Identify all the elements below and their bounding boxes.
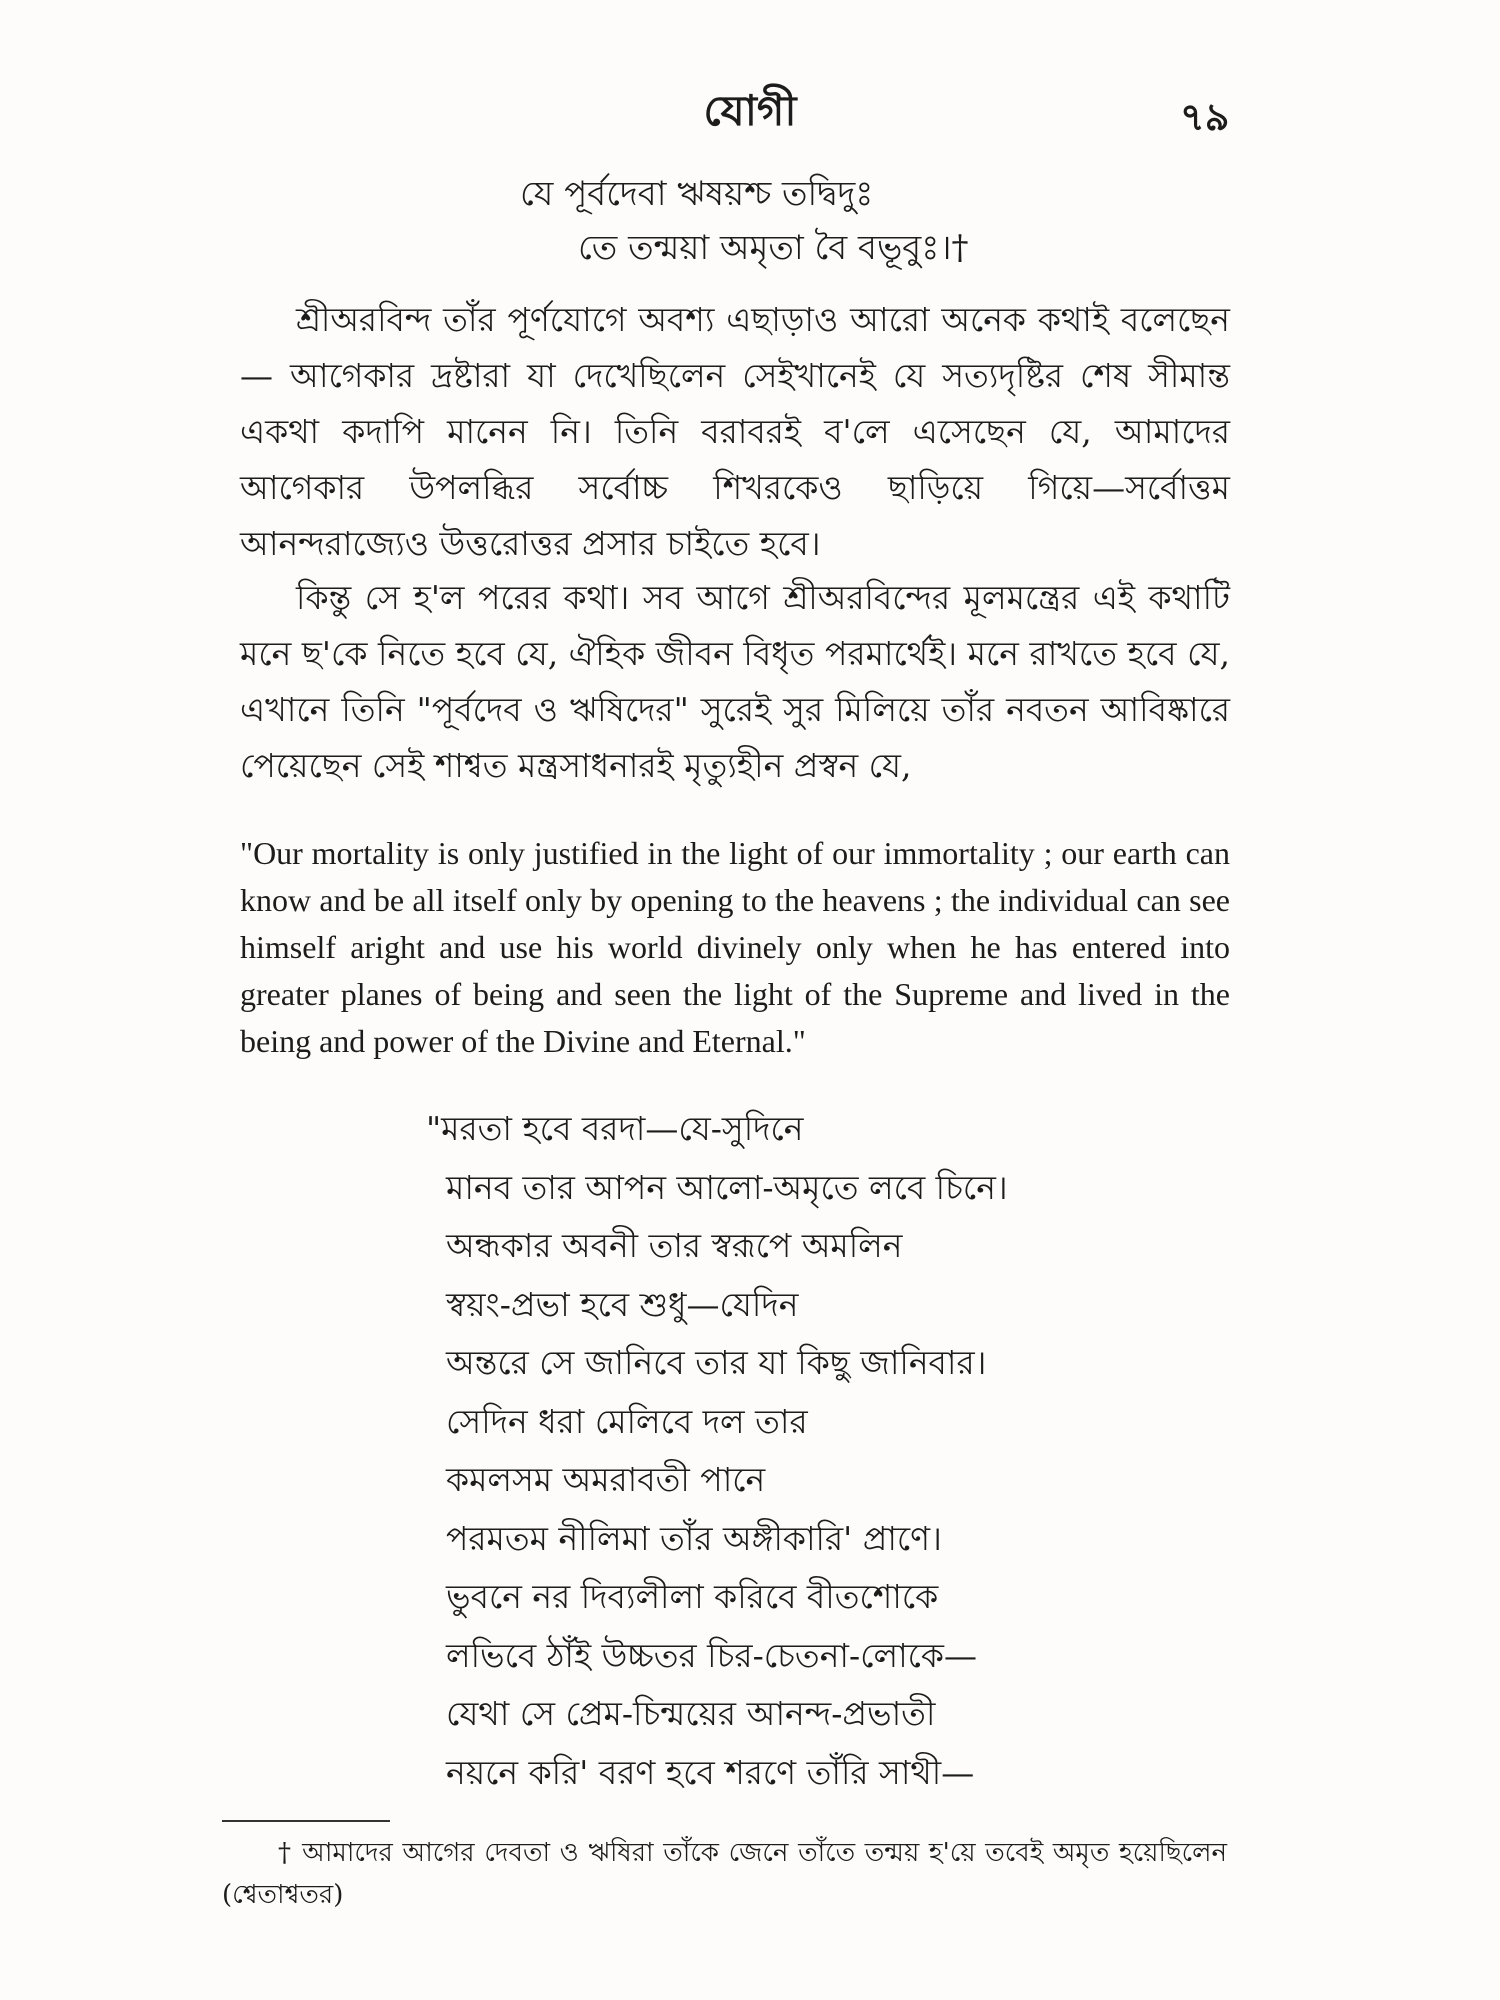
poem-line: যেথা সে প্রেম-চিন্ময়ের আনন্দ-প্রভাতী <box>446 1694 936 1733</box>
epigraph-line-1: যে পূর্বদেবা ঋষয়শ্চ তদ্বিদুঃ <box>520 174 874 214</box>
page-number: ৭৯ <box>1180 94 1230 139</box>
poem-line: নয়নে করি' বরণ হবে শরণে তাঁরি সাথী— <box>446 1752 975 1792</box>
poem <box>426 1100 1008 1802</box>
footnote-divider <box>222 1820 390 1822</box>
english-quotation: "Our mortality is only justified in the light of our immortality ; our earth can know and be all itself only by opening to the heavens ; the individual can see himself aright and use his world divinely only when he has entered into greater planes of being and seen the light of the Supreme and lived in the being and power of the Divine and Eternal." <box>240 835 1230 1059</box>
poem-line: পরমতম নীলিমা তাঁর অঙ্গীকারি' প্রাণে। <box>446 1518 942 1558</box>
poem-line: মানব তার আপন আলো-অমৃতে লবে চিনে। <box>446 1167 1008 1207</box>
poem-line: লভিবে ঠাঁই উচ্চতর চির-চেতনা-লোকে— <box>446 1635 978 1675</box>
epigraph-line-2: তে তন্ময়া অমৃতা বৈ বভূবুঃ।† <box>578 228 969 268</box>
poem-line: অন্তরে সে জানিবে তার যা কিছু জানিবার। <box>446 1343 987 1382</box>
paragraph-2: কিন্তু সে হ'ল পরের কথা। সব আগে শ্রীঅরবিন্দের মূলমন্ত্রের এই কথাটি মনে ছ'কে নিতে হবে যে, ঐহিক জীবন বিধৃত পরমার্থেই। মনে রাখতে হবে যে, এখানে তিনি "পূর্বদেব ও ঋষিদের" সুরেই সুর মিলিয়ে তাঁর নবতন আবিষ্কারে পেয়েছেন সেই শাশ্বত মন্ত্রসাধনারই মৃত্যুহীন প্রস্বন যে, <box>240 578 1230 785</box>
footnote: † আমাদের আগের দেবতা ও ঋষিরা তাঁকে জেনে তাঁতে তন্ময় হ'য়ে তবেই অমৃত হয়েছিলেন (শ্বেতাশ্বতর) <box>222 1838 1227 1910</box>
poem-line: ভুবনে নর দিব্যলীলা করিবে বীতশোকে <box>446 1577 939 1616</box>
paragraph-1: শ্রীঅরবিন্দ তাঁর পূর্ণযোগে অবশ্য এছাড়াও আরো অনেক কথাই বলেছেন— আগেকার দ্রষ্টারা যা দেখেছিলেন সেইখানেই যে সত্যদৃষ্টির শেষ সীমান্ত একথা কদাপি মানেন নি। তিনি বরাবরই ব'লে এসেছেন যে, আমাদের আগেকার উপলব্ধির সর্বোচ্চ শিখরকেও ছাড়িয়ে গিয়ে—সর্বোত্তম আনন্দরাজ্যেও উত্তরোত্তর প্রসার চাইতে হবে। <box>240 300 1230 563</box>
poem-line: অন্ধকার অবনী তার স্বরূপে অমলিন <box>446 1226 903 1265</box>
poem-line: স্বয়ং-প্রভা হবে শুধু—যেদিন <box>446 1284 799 1324</box>
poem-line: কমলসম অমরাবতী পানে <box>446 1460 766 1499</box>
poem-line: সেদিন ধরা মেলিবে দল তার <box>446 1401 808 1441</box>
poem-line: "মরতা হবে বরদা—যে-সুদিনে <box>426 1109 804 1148</box>
running-header-title: যোগী <box>703 86 797 135</box>
